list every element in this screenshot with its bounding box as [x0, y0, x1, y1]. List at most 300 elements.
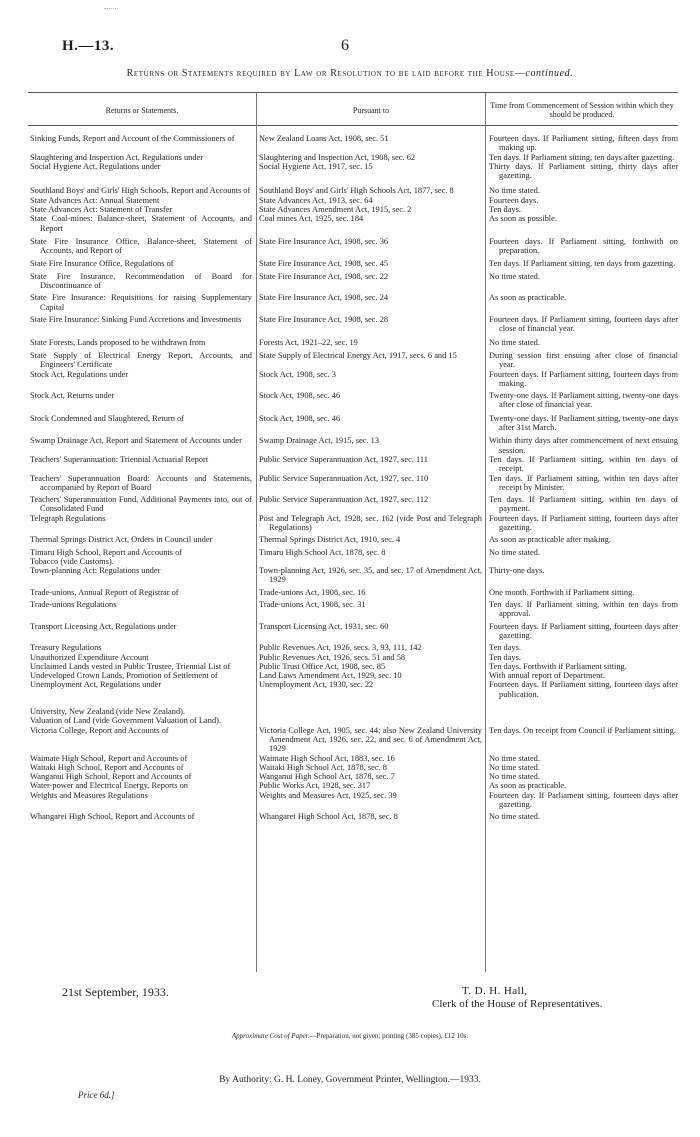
pursuant-to-cell: [256, 474, 485, 493]
table-row: [28, 455, 678, 474]
table-row: [28, 680, 678, 699]
return-name-text: Slaughtering and Inspection Act, Regulations under: [30, 152, 204, 162]
return-name-cell: [28, 312, 256, 334]
returns-table: [28, 126, 678, 822]
table-row: [28, 791, 678, 810]
pursuant-to-cell: [256, 180, 485, 195]
time-limit-text: Ten days.: [489, 643, 521, 653]
column-header-returns: Returns or Statements.: [105, 105, 179, 115]
time-limit-cell: [485, 455, 678, 474]
pursuant-to-text: State Supply of Electrical Energy Act, 1917, secs. 6 and 15: [259, 350, 457, 360]
time-limit-cell: [485, 585, 678, 597]
signatory-name: T. D. H. Hall,: [462, 985, 528, 997]
pursuant-to-cell: [256, 347, 485, 370]
time-limit-cell: [485, 492, 678, 514]
time-limit-text: Fourteen days. If Parliament sitting, forthwith on preparation.: [489, 236, 678, 256]
pursuant-to-text: New Zealand Loans Act, 1908, sec. 51: [259, 134, 389, 143]
return-name-text: Transport Licensing Act, Regulations under: [30, 621, 177, 631]
pursuant-to-text: Wanganui High School Act, 1878, sec. 7: [259, 772, 395, 782]
table-row: [28, 772, 678, 781]
return-name-text: Trade-unions, Annual Report of Registrar of: [30, 587, 179, 597]
pursuant-to-text: State Fire Insurance Act, 1908, sec. 24: [259, 293, 389, 303]
return-name-cell: [28, 772, 256, 781]
time-limit-cell: [485, 256, 678, 268]
pursuant-to-text: Public Service Superannuation Act, 1927, sec. 110: [259, 473, 429, 483]
title-suffix: continued.: [525, 68, 574, 79]
pursuant-to-text: Southland Boys' and Girls' High Schools Act, 1877, sec. 8: [259, 186, 454, 196]
time-limit-cell: [485, 474, 678, 493]
table-row: [28, 196, 678, 205]
table-row: [28, 153, 678, 162]
table-row: [28, 205, 678, 214]
pursuant-to-text: Whangarei High School Act, 1878, sec. 8: [259, 812, 398, 822]
pursuant-to-cell: [256, 290, 485, 312]
column-header-pursuant: Pursuant to: [352, 105, 390, 115]
pursuant-to-cell: [256, 233, 485, 256]
time-limit-text: As soon as practicable.: [489, 293, 567, 303]
return-name-cell: [28, 763, 256, 772]
return-name-text: State Fire Insurance: Requisitions for raising Supplementary Capital: [30, 293, 252, 312]
return-name-cell: [28, 781, 256, 790]
pursuant-to-cell: [256, 126, 485, 153]
return-name-cell: [28, 214, 256, 233]
table-row: [28, 585, 678, 597]
pursuant-to-cell: [256, 671, 485, 680]
signature-date: 21st September, 1933.: [62, 985, 169, 999]
table-row: [28, 653, 678, 662]
time-limit-text: Fourteen day. If Parliament sitting, fourteen days after gazetting.: [489, 790, 678, 809]
return-name-cell: [28, 162, 256, 181]
return-name-text: Telegraph Regulations: [30, 513, 106, 523]
pursuant-to-text: Town-planning Act, 1926, sec. 35, and sec. 17 of Amendment Act, 1929: [259, 566, 482, 585]
table-row: [28, 716, 678, 725]
table-row: [28, 545, 678, 557]
pursuant-to-text: Transport Licensing Act, 1931, sec. 60: [259, 621, 389, 631]
pursuant-to-cell: [256, 214, 485, 233]
time-limit-cell: [485, 312, 678, 334]
price: Price 6d.]: [78, 1090, 115, 1100]
return-name-cell: [28, 699, 256, 716]
table-row: [28, 474, 678, 493]
time-limit-text: No time stated.: [489, 772, 540, 782]
time-limit-cell: [485, 205, 678, 214]
return-name-text: Stock Condemned and Slaughtered, Return of: [30, 413, 184, 423]
time-limit-text: Fourteen days. If Parliament sitting, fourteen days after close of financial year.: [489, 315, 678, 334]
return-name-cell: [28, 455, 256, 474]
return-name-cell: [28, 809, 256, 821]
table-row: [28, 162, 678, 181]
time-limit-cell: [485, 763, 678, 772]
pursuant-to-cell: [256, 653, 485, 662]
time-limit-text: No time stated.: [489, 337, 540, 347]
returns-table-body: [28, 126, 678, 822]
time-limit-text: With annual report of Department.: [489, 671, 605, 681]
time-limit-text: Ten days. If Parliament sitting, within ten days of payment.: [489, 495, 678, 514]
time-limit-cell: [485, 557, 678, 566]
table-row: [28, 557, 678, 566]
return-name-text: Water-power and Electrical Energy, Reports on: [30, 781, 188, 791]
pursuant-to-text: Timaru High School Act, 1878, sec. 8: [259, 547, 386, 557]
time-limit-cell: [485, 791, 678, 810]
return-name-text: Whangarei High School, Report and Accounts of: [30, 812, 195, 822]
pursuant-to-cell: [256, 597, 485, 619]
pursuant-to-text: Waitaki High School Act, 1878, sec. 8: [259, 762, 387, 772]
table-row: [28, 809, 678, 821]
table-row: [28, 726, 678, 754]
pursuant-to-cell: [256, 196, 485, 205]
pursuant-to-cell: [256, 492, 485, 514]
time-limit-cell: [485, 410, 678, 433]
time-limit-text: Fourteen days. If Parliament sitting, fourteen days from making.: [489, 369, 678, 388]
return-name-text: Timaru High School, Report and Accounts of: [30, 547, 183, 557]
return-name-cell: [28, 754, 256, 763]
pursuant-to-text: Unemployment Act, 1930, sec. 22: [259, 680, 374, 690]
time-limit-text: Fourteen days.: [489, 195, 539, 205]
return-name-text: Unemployment Act, Regulations under: [30, 680, 162, 690]
time-limit-text: Ten days. If Parliament sitting, ten days from gazetting.: [489, 258, 676, 268]
pursuant-to-cell: [256, 680, 485, 699]
return-name-text: State Fire Insurance, Recommendation of Board for Discontinuance of: [30, 271, 252, 291]
return-name-text: State Forests, Lands proposed to be withdrawn from: [30, 337, 206, 347]
time-limit-cell: [485, 126, 678, 153]
pursuant-to-text: State Fire Insurance Act, 1908, sec. 45: [259, 258, 389, 268]
pursuant-to-text: Post and Telegraph Act, 1928, sec. 162 (vide Post and Telegraph Regulations): [259, 513, 482, 532]
return-name-text: Wanganui High School, Report and Accounts of: [30, 772, 192, 782]
table-row: [28, 256, 678, 268]
pursuant-to-text: State Fire Insurance Act, 1908, sec. 22: [259, 271, 389, 281]
return-name-text: Undeveloped Crown Lands, Promotion of Settlement of: [30, 671, 218, 681]
pursuant-to-cell: [256, 432, 485, 455]
pursuant-to-cell: [256, 763, 485, 772]
table-row: [28, 268, 678, 291]
return-name-text: Southland Boys' and Girls' High Schools, Report and Accounts of: [30, 186, 251, 196]
pursuant-to-cell: [256, 791, 485, 810]
time-limit-cell: [485, 680, 678, 699]
return-name-cell: [28, 671, 256, 680]
return-name-cell: [28, 268, 256, 291]
return-name-text: State Coal-mines: Balance-sheet, Statement of Accounts, and Report: [30, 214, 252, 233]
table-row: [28, 619, 678, 641]
table-row: [28, 410, 678, 433]
return-name-cell: [28, 585, 256, 597]
return-name-text: University, New Zealand (vide New Zealand).: [30, 707, 186, 717]
report-code: H.—13.: [62, 38, 115, 54]
return-name-text: Unauthorized Expenditure Account: [30, 652, 149, 662]
time-limit-text: Ten days. If Parliament sitting, within ten days of receipt.: [489, 454, 678, 474]
time-limit-cell: [485, 597, 678, 619]
pursuant-to-text: Trade-unions Act, 1908, sec. 31: [259, 600, 366, 610]
return-name-cell: [28, 597, 256, 619]
pursuant-to-cell: [256, 545, 485, 557]
table-row: [28, 662, 678, 671]
pursuant-to-text: Stock Act, 1908, sec. 46: [259, 413, 341, 423]
cost-text: —Preparation, not given; printing (385 copies), £12 10s.: [309, 1032, 469, 1040]
time-limit-cell: [485, 196, 678, 205]
pursuant-to-cell: [256, 772, 485, 781]
time-limit-text: Fourteen days. If Parliament sitting, fourteen days after publication.: [489, 680, 678, 699]
return-name-cell: [28, 126, 256, 153]
time-limit-cell: [485, 772, 678, 781]
return-name-text: State Fire Insurance Office, Regulations of: [30, 258, 174, 268]
table-row: [28, 532, 678, 544]
pursuant-to-cell: [256, 370, 485, 389]
table-row: [28, 388, 678, 410]
pursuant-to-text: State Advances Amendment Act, 1915, sec. 2: [259, 205, 412, 215]
time-limit-cell: [485, 662, 678, 671]
time-limit-cell: [485, 619, 678, 641]
return-name-text: Victoria College, Report and Accounts of: [30, 725, 169, 735]
printer-authority: By Authority: G. H. Loney, Government Printer, Wellington.—1933.: [219, 1075, 481, 1085]
pursuant-to-text: Swamp Drainage Act, 1915, sec. 13: [259, 436, 380, 446]
return-name-cell: [28, 640, 256, 652]
pursuant-to-cell: [256, 205, 485, 214]
pursuant-to-cell: [256, 619, 485, 641]
pursuant-to-text: Forests Act, 1921–22, sec. 19: [259, 337, 358, 347]
pursuant-to-text: Public Revenues Act, 1926, secs. 51 and 58: [259, 652, 406, 662]
return-name-text: Trade-unions Regulations: [30, 600, 117, 610]
pursuant-to-text: Public Revenues Act, 1926, secs. 3, 93, 111, 142: [259, 643, 422, 653]
column-header-time: Time from Commencement of Session within which they should be produced.: [490, 101, 674, 119]
return-name-text: State Advances Act: Statement of Transfer: [30, 205, 173, 215]
table-row: [28, 214, 678, 233]
pursuant-to-text: Social Hygiene Act, 1917, sec. 15: [259, 161, 373, 171]
scan-speck: [104, 8, 118, 10]
time-limit-cell: [485, 334, 678, 347]
table-top-rule: [28, 92, 678, 93]
time-limit-cell: [485, 545, 678, 557]
pursuant-to-cell: [256, 716, 485, 725]
pursuant-to-cell: [256, 153, 485, 162]
time-limit-text: Ten days.: [489, 205, 521, 215]
title-main: Returns or Statements required by Law or Resolution to be laid before the House—: [126, 68, 526, 79]
table-row: [28, 514, 678, 533]
pursuant-to-cell: [256, 809, 485, 821]
pursuant-to-cell: [256, 640, 485, 652]
pursuant-to-cell: [256, 532, 485, 544]
return-name-cell: [28, 256, 256, 268]
return-name-text: Waimate High School, Report and Accounts of: [30, 753, 188, 763]
table-row: [28, 671, 678, 680]
time-limit-text: Fourteen days. If Parliament sitting, fourteen days after gazetting.: [489, 513, 678, 532]
table-row: [28, 754, 678, 763]
return-name-text: Tobacco (vide Customs).: [30, 556, 114, 566]
return-name-text: State Fire Insurance Office, Balance-sheet, Statement of Accounts, and Report of: [30, 236, 252, 256]
time-limit-text: Ten days. If Parliament sitting, within ten days from approval.: [489, 600, 678, 619]
table-row: [28, 640, 678, 652]
time-limit-text: As soon as practicable after making.: [489, 535, 611, 545]
time-limit-text: Ten days. On receipt from Council if Parliament sitting.: [489, 725, 676, 735]
return-name-cell: [28, 532, 256, 544]
time-limit-text: No time stated.: [489, 186, 540, 196]
time-limit-text: Ten days. If Parliament sitting, ten days after gazetting.: [489, 152, 675, 162]
table-row: [28, 312, 678, 334]
time-limit-text: Ten days. If Parliament sitting, within ten days after receipt by Minister.: [489, 473, 678, 492]
time-limit-cell: [485, 180, 678, 195]
pursuant-to-text: Weights and Measures Act, 1925, sec. 39: [259, 790, 397, 800]
table-row: [28, 370, 678, 389]
time-limit-cell: [485, 640, 678, 652]
pursuant-to-cell: [256, 388, 485, 410]
table-row: [28, 347, 678, 370]
signatory-title: Clerk of the House of Representatives.: [432, 998, 603, 1010]
table-row: [28, 781, 678, 790]
time-limit-cell: [485, 153, 678, 162]
pursuant-to-text: Coal mines Act, 1925, sec. 184: [259, 214, 364, 224]
return-name-text: Sinking Funds, Report and Account of the Commissioners of: [30, 134, 235, 143]
return-name-text: Swamp Drainage Act, Report and Statement of Accounts under: [30, 436, 242, 446]
return-name-cell: [28, 545, 256, 557]
time-limit-text: Fourteen days. If Parliament sitting, fifteen days from making up.: [489, 134, 678, 153]
return-name-cell: [28, 196, 256, 205]
time-limit-cell: [485, 532, 678, 544]
pursuant-to-cell: [256, 726, 485, 754]
return-name-cell: [28, 410, 256, 433]
table-row: [28, 597, 678, 619]
return-name-cell: [28, 566, 256, 585]
return-name-text: Treasury Regulations: [30, 643, 102, 653]
time-limit-cell: [485, 754, 678, 763]
time-limit-text: Thirty days. If Parliament sitting, thirty days after gazetting.: [489, 161, 678, 181]
table-row: [28, 126, 678, 153]
pursuant-to-text: Waimate High School Act, 1883, sec. 16: [259, 753, 395, 763]
cost-note: [0, 1032, 700, 1040]
return-name-text: Teachers' Superannuation Board: Accounts and Statements, accompanied by Report of Board: [30, 473, 252, 492]
time-limit-cell: [485, 726, 678, 754]
table-row: [28, 492, 678, 514]
return-name-cell: [28, 388, 256, 410]
time-limit-cell: [485, 347, 678, 370]
return-name-cell: [28, 290, 256, 312]
cost-label: Approximate Cost of Paper.: [231, 1032, 310, 1040]
time-limit-text: Within thirty days after commencement of next ensuing session.: [489, 436, 678, 455]
return-name-text: Town-planning Act: Regulations under: [30, 566, 161, 576]
pursuant-to-cell: [256, 557, 485, 566]
return-name-text: Teachers' Superannuation: Triennial Actuarial Report: [30, 454, 209, 464]
time-limit-text: Twenty-one days. If Parliament sitting, twenty-one days after 31st March.: [489, 413, 678, 433]
return-name-cell: [28, 514, 256, 533]
time-limit-cell: [485, 781, 678, 790]
return-name-text: Social Hygiene Act, Regulations under: [30, 161, 161, 171]
time-limit-text: Ten days. Forthwith if Parliament sitting.: [489, 661, 627, 671]
return-name-text: Stock Act, Returns under: [30, 391, 115, 401]
time-limit-cell: [485, 290, 678, 312]
return-name-cell: [28, 726, 256, 754]
pursuant-to-cell: [256, 455, 485, 474]
pursuant-to-text: Public Service Superannuation Act, 1927, sec. 111: [259, 454, 428, 464]
return-name-cell: [28, 619, 256, 641]
pursuant-to-text: Public Service Superannuation Act, 1927, sec. 112: [259, 495, 429, 505]
return-name-text: Weights and Measures Regulations: [30, 790, 148, 800]
return-name-cell: [28, 153, 256, 162]
return-name-cell: [28, 334, 256, 347]
return-name-cell: [28, 791, 256, 810]
return-name-text: State Advances Act: Annual Statement: [30, 195, 160, 205]
time-limit-text: Twenty-one days. If Parliament sitting, twenty-one days after close of financial year.: [489, 391, 678, 410]
return-name-cell: [28, 233, 256, 256]
time-limit-text: No time stated.: [489, 812, 540, 822]
return-name-cell: [28, 716, 256, 725]
time-limit-text: During session first ensuing after close of financial year.: [489, 350, 678, 370]
pursuant-to-text: Victoria College Act, 1905, sec. 44; also New Zealand University Amendment Act, 1926, sec. 22, and sec. 6 of Amendment Act, 1929: [259, 725, 482, 754]
pursuant-to-text: Land Laws Amendment Act, 1929, sec. 10: [259, 671, 402, 681]
pursuant-to-text: Stock Act, 1908, sec. 3: [259, 369, 336, 379]
pursuant-to-text: Trade-unions Act, 1908, sec. 16: [259, 587, 366, 597]
return-name-text: Waitaki High School, Report and Accounts of: [30, 762, 184, 772]
table-row: [28, 699, 678, 716]
return-name-cell: [28, 653, 256, 662]
pursuant-to-text: State Advances Act, 1913, sec. 64: [259, 195, 373, 205]
time-limit-cell: [485, 653, 678, 662]
table-row: [28, 566, 678, 585]
time-limit-cell: [485, 268, 678, 291]
pursuant-to-text: Public Works Act, 1928, sec. 317: [259, 781, 371, 791]
pursuant-to-cell: [256, 781, 485, 790]
pursuant-to-text: State Fire Insurance Act, 1908, sec. 36: [259, 236, 389, 246]
pursuant-to-cell: [256, 585, 485, 597]
table-row: [28, 180, 678, 195]
table-row: [28, 334, 678, 347]
return-name-text: Teachers' Superannuation Fund, Additional Payments into, out of Consolidated Fund: [30, 495, 252, 514]
pursuant-to-text: State Fire Insurance Act, 1908, sec. 28: [259, 315, 389, 325]
time-limit-text: One month. Forthwith if Parliament sitting.: [489, 587, 635, 597]
time-limit-text: As soon as practicable.: [489, 781, 567, 791]
time-limit-text: No time stated.: [489, 271, 540, 281]
return-name-cell: [28, 370, 256, 389]
return-name-cell: [28, 347, 256, 370]
page-title: [0, 68, 700, 79]
return-name-cell: [28, 492, 256, 514]
return-name-text: Thermal Springs District Act, Orders in Council under: [30, 535, 213, 545]
return-name-text: State Supply of Electrical Energy Report, Accounts, and Engineers' Certificate: [30, 350, 252, 370]
time-limit-text: No time stated.: [489, 547, 540, 557]
return-name-cell: [28, 205, 256, 214]
table-row: [28, 290, 678, 312]
table-row: [28, 432, 678, 455]
pursuant-to-text: Stock Act, 1908, sec. 46: [259, 391, 341, 401]
time-limit-cell: [485, 671, 678, 680]
pursuant-to-cell: [256, 662, 485, 671]
return-name-text: Unclaimed Lands vested in Public Trustee, Triennial List of: [30, 661, 231, 671]
time-limit-cell: [485, 162, 678, 181]
pursuant-to-cell: [256, 256, 485, 268]
pursuant-to-cell: [256, 754, 485, 763]
pursuant-to-cell: [256, 312, 485, 334]
pursuant-to-cell: [256, 268, 485, 291]
time-limit-text: Ten days.: [489, 652, 521, 662]
time-limit-cell: [485, 370, 678, 389]
table-row: [28, 763, 678, 772]
time-limit-cell: [485, 388, 678, 410]
return-name-text: Stock Act, Regulations under: [30, 369, 129, 379]
time-limit-text: As soon as possible.: [489, 214, 557, 224]
time-limit-cell: [485, 432, 678, 455]
pursuant-to-cell: [256, 566, 485, 585]
page-number: 6: [341, 37, 349, 54]
time-limit-cell: [485, 514, 678, 533]
pursuant-to-cell: [256, 162, 485, 181]
time-limit-cell: [485, 716, 678, 725]
return-name-cell: [28, 662, 256, 671]
time-limit-cell: [485, 566, 678, 585]
return-name-cell: [28, 432, 256, 455]
pursuant-to-cell: [256, 410, 485, 433]
return-name-cell: [28, 180, 256, 195]
table-row: [28, 233, 678, 256]
pursuant-to-text: Slaughtering and Inspection Act, 1908, sec. 62: [259, 152, 416, 162]
pursuant-to-cell: [256, 514, 485, 533]
time-limit-text: Thirty-one days.: [489, 566, 545, 576]
pursuant-to-cell: [256, 699, 485, 716]
